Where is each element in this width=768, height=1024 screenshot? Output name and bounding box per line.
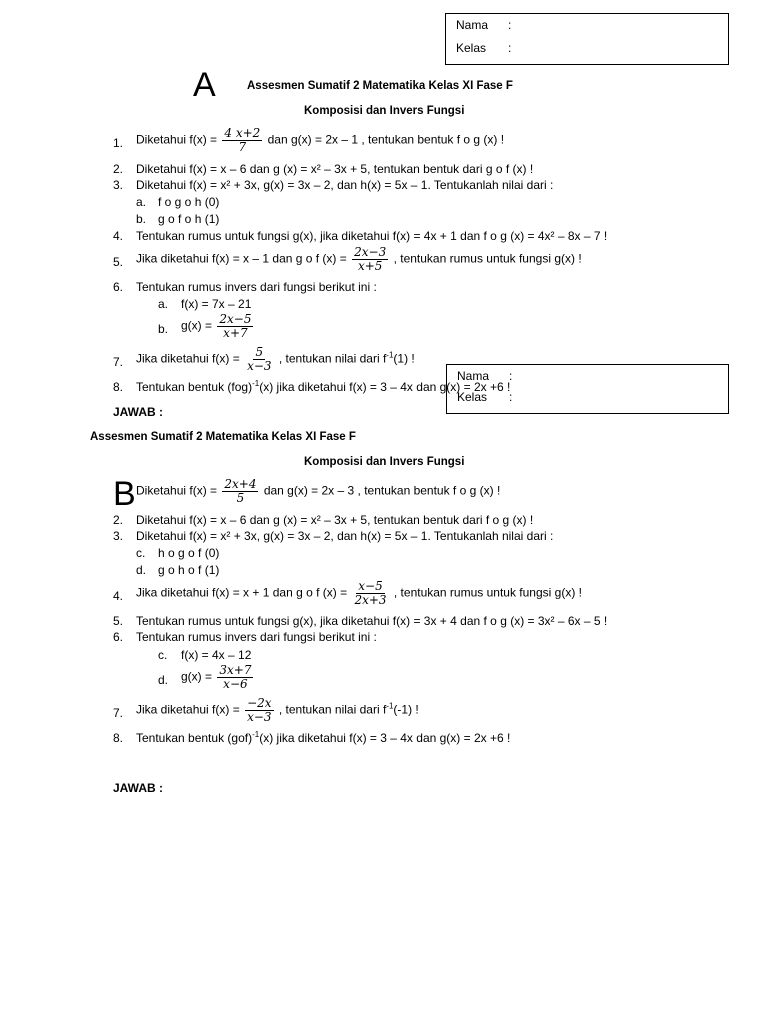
kelas-row: Kelas : [457, 390, 513, 404]
question-2-b: Diketahui f(x) = x – 6 dan g (x) = x² – 3x + 5, tentukan bentuk dari f o g (x) ! [136, 513, 534, 527]
subtitle-b: Komposisi dan Invers Fungsi [304, 456, 465, 468]
fraction: $\frac{5}{x-3}$ [247, 345, 272, 373]
sub-a-text: f(x) = 7x – 21 [181, 297, 252, 311]
sub-c: c. [158, 648, 168, 662]
sub-a: a. [136, 195, 147, 209]
q2-number: 2. [113, 162, 124, 176]
fraction: $\frac{2x-3}{x+5}$ [354, 245, 387, 273]
question-7-a: Jika diketahui f(x) = $\frac{5}{x-3}$ , tentukan nilai dari $f^{-1}(1)$ ! [136, 345, 415, 373]
q3-number: 3. [113, 529, 124, 543]
title-b: Assesmen Sumatif 2 Matematika Kelas XI Fase F [90, 431, 356, 443]
sub-d-text: g o h o f (1) [158, 563, 220, 577]
q1-number: 1. [113, 136, 124, 150]
question-6-b: Tentukan rumus invers dari fungsi berikut ini : [136, 630, 377, 644]
q5-number: 5. [113, 614, 124, 628]
question-3-b: Diketahui f(x) = x² + 3x, g(x) = 3x – 2, dan h(x) = 5x – 1. Tentukanlah nilai dari : [136, 529, 554, 543]
question-4-a: Tentukan rumus untuk fungsi g(x), jika diketahui f(x) = 4x + 1 dan f o g (x) = 4x² – 8x – 7 ! [136, 229, 608, 243]
fraction: $\frac{3x+7}{x-6}$ [219, 663, 252, 691]
nama-row: Nama : [457, 369, 513, 383]
version-letter-b: B [113, 475, 136, 513]
question-6-a: Tentukan rumus invers dari fungsi berikut ini : [136, 280, 377, 294]
sub-d-expr: g(x) = $\frac{3x+7}{x-6}$ [181, 663, 252, 691]
q7-number: 7. [113, 355, 124, 369]
question-1-b: Diketahui f(x) = $\frac{2x+4}{5}$ dan g(x) = 2x – 3 , tentukan bentuk f o g (x) ! [136, 477, 501, 505]
question-3-a: Diketahui f(x) = x² + 3x, g(x) = 3x – 2, dan h(x) = 5x – 1. Tentukanlah nilai dari : [136, 178, 554, 192]
sub-b: b. [136, 212, 147, 226]
identity-box-a [445, 13, 729, 65]
q6-number: 6. [113, 630, 124, 644]
q8-number: 8. [113, 731, 124, 745]
subtitle-a: Komposisi dan Invers Fungsi [304, 105, 465, 117]
question-7-b: Jika diketahui f(x) = $\frac{-2x}{x-3}$ , tentukan nilai dari $f^{-1}(-1)$ ! [136, 696, 419, 724]
fraction: $\frac{x-5}{2x+3}$ [354, 579, 387, 607]
fraction: $\frac{2x-5}{x+7}$ [219, 312, 252, 340]
title-a: Assesmen Sumatif 2 Matematika Kelas XI Fase F [247, 80, 513, 92]
fraction: $\frac{2x+4}{5}$ [224, 477, 257, 505]
sub-d: d. [158, 673, 169, 687]
fraction: $\frac{4 x+2}{7}$ [224, 126, 261, 154]
sub-c-text: h o g o f (0) [158, 546, 220, 560]
q4-number: 4. [113, 589, 124, 603]
q8-number: 8. [113, 380, 124, 394]
question-1-a: Diketahui f(x) = $\frac{4 x+2}{7}$ dan g(x) = 2x – 1 , tentukan bentuk f o g (x) ! [136, 126, 505, 154]
jawab-label-a: JAWAB : [113, 405, 164, 419]
sub-a-text: f o g o h (0) [158, 195, 220, 209]
q3-number: 3. [113, 178, 124, 192]
fraction: $\frac{-2x}{x-3}$ [247, 696, 272, 724]
q2-number: 2. [113, 513, 124, 527]
sub-a: a. [158, 297, 169, 311]
sub-d: d. [136, 563, 147, 577]
q4-number: 4. [113, 229, 124, 243]
kelas-row: Kelas : [456, 41, 512, 55]
question-8-b: Tentukan bentuk (gof)$^{-1}$(x) jika diketahui f(x) = 3 – 4x dan g(x) = 2x +6 ! [136, 730, 511, 745]
sub-b: b. [158, 322, 169, 336]
question-8-a: Tentukan bentuk (fog)$^{-1}$(x) jika diketahui f(x) = 3 – 4x dan g(x) = 2x +6 ! [136, 379, 511, 394]
q5-number: 5. [113, 255, 124, 269]
sub-b-text: g o f o h (1) [158, 212, 220, 226]
jawab-label-b: JAWAB : [113, 781, 164, 795]
sub-b-expr: g(x) = $\frac{2x-5}{x+7}$ [181, 312, 252, 340]
sub-c: c. [136, 546, 146, 560]
sub-c-text: f(x) = 4x – 12 [181, 648, 252, 662]
version-letter-a: A [193, 66, 216, 104]
q7-number: 7. [113, 706, 124, 720]
q6-number: 6. [113, 280, 124, 294]
question-5-a: Jika diketahui f(x) = x – 1 dan g o f (x) = $\frac{2x-3}{x+5}$ , tentukan rumus untuk fungsi g(x) ! [136, 245, 582, 273]
identity-box-b [446, 364, 729, 414]
question-2-a: Diketahui f(x) = x – 6 dan g (x) = x² – 3x + 5, tentukan bentuk dari g o f (x) ! [136, 162, 534, 176]
nama-row: Nama : [456, 18, 512, 32]
question-4-b: Jika diketahui f(x) = x + 1 dan g o f (x) = $\frac{x-5}{2x+3}$ , tentukan rumus untuk fungsi g(x) ! [136, 579, 582, 607]
question-5-b: Tentukan rumus untuk fungsi g(x), jika diketahui f(x) = 3x + 4 dan f o g (x) = 3x² – 6x – 5 ! [136, 614, 608, 628]
